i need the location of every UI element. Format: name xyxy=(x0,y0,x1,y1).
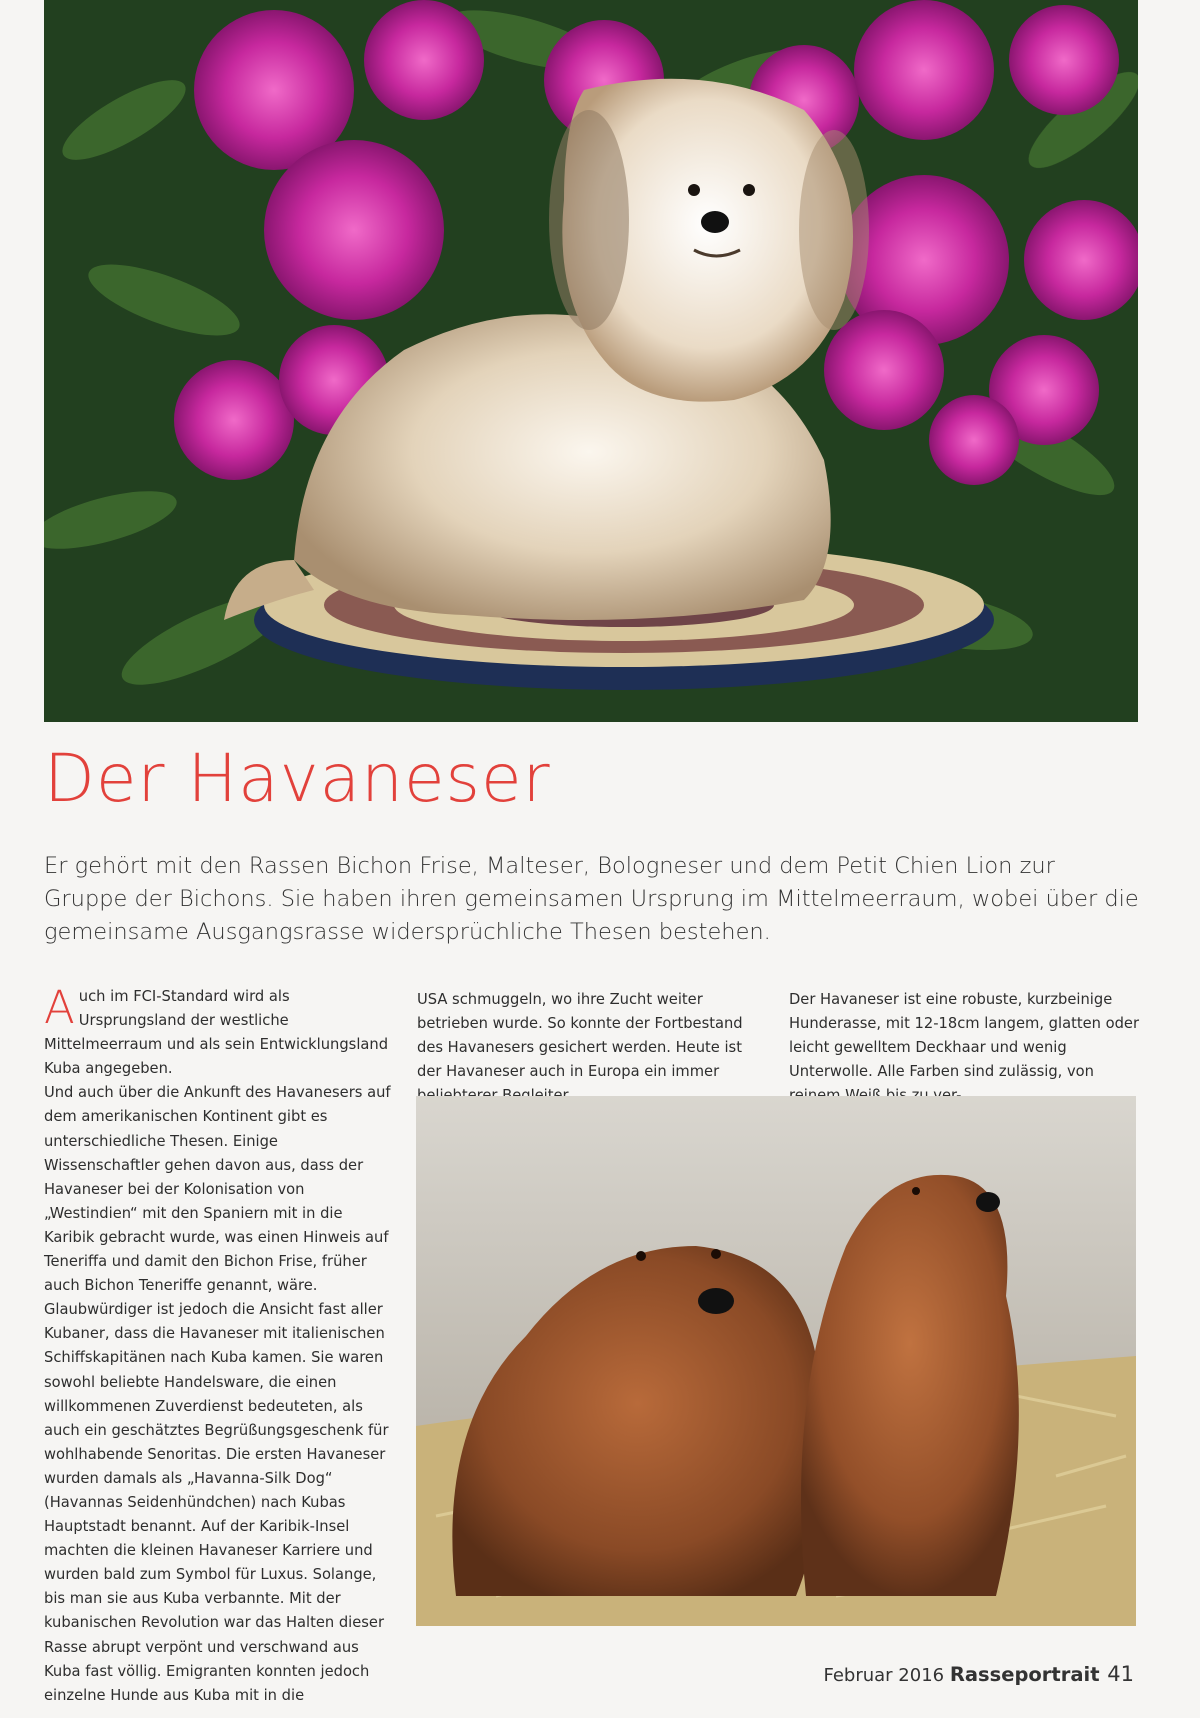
dog-flowers-illustration xyxy=(44,0,1138,722)
two-dogs-illustration xyxy=(416,1096,1136,1626)
article-lead: Er gehört mit den Rassen Bichon Frise, Malteser, Bologneser und dem Petit Chien Lion zur Gruppe der Bichons. Sie haben ihren gemeinsamen Ursprung im Mittelmeerraum, wobei über die gemeinsame Ausgangsrasse widersprüchliche Thesen bestehen. xyxy=(44,853,1139,945)
paragraph-3: USA schmuggeln, wo ihre Zucht weiter betrieben wurde. So konnte der Fortbestand des Havanesers gesichert werden. Heute ist der Havaneser auch in Europa ein immer xyxy=(417,991,743,1081)
text-column-1 xyxy=(44,981,394,1708)
issue-date: Februar 2016 xyxy=(823,1665,945,1686)
havaneser-photo-two-dogs xyxy=(416,1096,1136,1626)
section-name: Rasseportrait xyxy=(949,1663,1100,1686)
page-footer xyxy=(823,1662,1134,1686)
paragraph-4: Der Havaneser ist eine robuste, kurzbeinige Hunderasse, mit 12-18cm langem, glatten oder leicht gewelltem Deckhaar und wenig Unterwolle. Alle Farben sind zulässig, von xyxy=(789,991,1139,1081)
article-title: Der Havaneser xyxy=(44,740,551,817)
dropcap: A xyxy=(44,981,75,1034)
page-number: 41 xyxy=(1107,1662,1134,1686)
paragraph-1-text: uch im FCI-Standard wird als Ursprungsland der westliche Mittelmeerraum und als sein Entwicklungsland Kuba angegeben. xyxy=(44,988,389,1078)
text-column-2 xyxy=(417,988,767,1108)
paragraph-1 xyxy=(44,981,394,1081)
paragraph-2: Und auch über die Ankunft des Havanesers auf dem amerikanischen Kontinent gibt es unterschiedliche Thesen. Einige Wissenschaftler gehen davon aus, dass der Havaneser bei der Kolonisation von „Westindien“ mit den Spaniern mit in die Karibik gebracht wurde, was einen Hinweis auf Teneriffa und damit den Bichon Frise, früher auch Bichon Teneriffe genannt, wäre. Glaubwürdiger ist jedoch die Ansicht fast aller Kubaner, dass die Havaneser mit italienischen Schiffskapitänen nach Kuba kamen. Sie waren sowohl beliebte Handelsware, die einen willkommenen Zuverdienst bedeuteten, als auch ein geschätztes Begrüßungsgeschenk für wohlhabende Senoritas. Die ersten Havaneser wurden damals als „Havanna-Silk Dog“ (Havannas Seidenhündchen) nach Kubas Hauptstadt benannt. Auf der Karibik-Insel machten die kleinen Havaneser Karriere und wurden bald zum Symbol für Luxus. Solange, bis man sie aus Kuba verbannte. Mit der kubanischen Revolution war das Halten dieser Rasse abrupt verpönt und verschwand aus Kuba fast völlig. Emigranten konnten jedoch einzelne Hunde aus Kuba mit in die xyxy=(44,1084,391,1704)
text-column-3 xyxy=(789,988,1139,1108)
havaneser-photo-top xyxy=(44,0,1138,722)
